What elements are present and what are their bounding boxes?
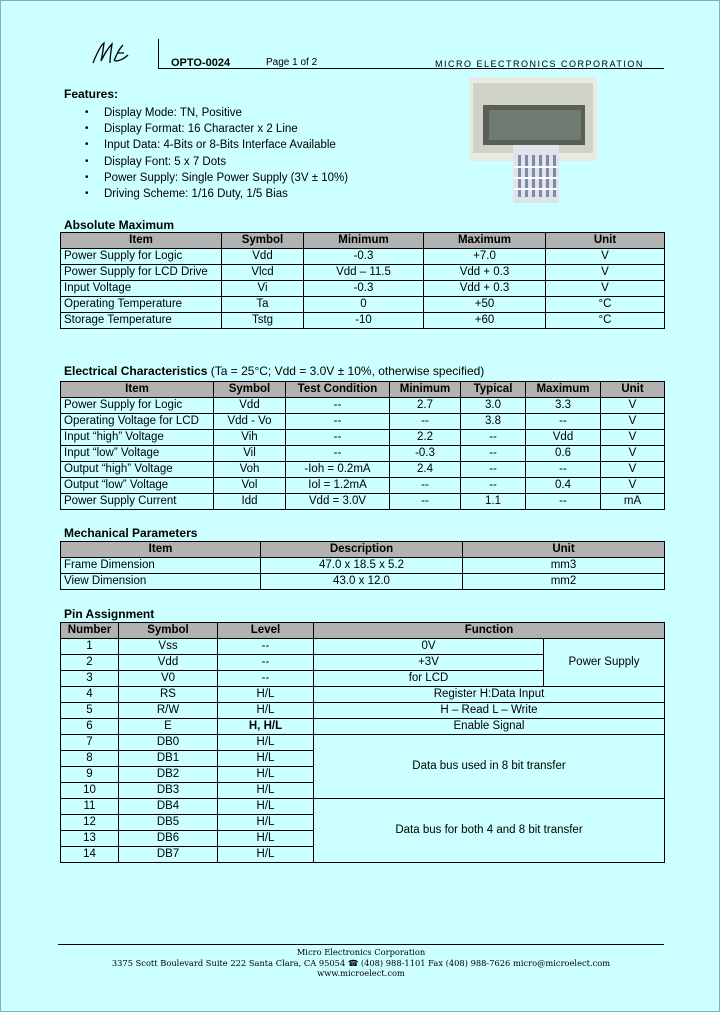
column-header: Unit [546,233,665,249]
table-cell: H, H/L [218,719,314,735]
table-cell: 0.4 [526,478,601,494]
column-header: Function [314,623,665,639]
table-cell: -- [286,414,390,430]
table-cell: -- [526,494,601,510]
table-cell: DB5 [119,815,218,831]
footer-company: Micro Electronics Corporation [296,947,426,957]
table-cell: +7.0 [424,249,546,265]
table-cell: for LCD [314,671,544,687]
feature-item: • Display Font: 5 x 7 Dots [81,154,348,170]
column-header: Level [218,623,314,639]
table-cell: Vdd - Vo [214,414,286,430]
table-cell: Vdd [526,430,601,446]
column-header: Unit [601,382,665,398]
column-header: Typical [461,382,526,398]
table-cell: 12 [61,815,119,831]
table-cell: Vi [222,281,304,297]
features-list [81,105,348,202]
table-cell: Power Supply for LCD Drive [61,265,222,281]
feature-item: • Display Mode: TN, Positive [81,105,348,121]
table-cell: V [546,281,665,297]
table-cell: DB3 [119,783,218,799]
table-cell: -0.3 [304,249,424,265]
table-cell: -- [526,414,601,430]
table-cell: Enable Signal [314,719,665,735]
table-cell: -- [526,462,601,478]
table-row [61,494,665,510]
column-header: Description [261,542,463,558]
lcd-module-image [469,77,597,203]
mechanical-table [60,541,665,590]
column-header: Item [61,233,222,249]
feature-item: • Driving Scheme: 1/16 Duty, 1/5 Bias [81,186,348,202]
table-cell: RS [119,687,218,703]
table-row [61,574,665,590]
table-cell: mm2 [463,574,665,590]
table-cell: 10 [61,783,119,799]
column-header: Item [61,382,214,398]
footer-website: www.microelect.com [317,968,405,978]
table-cell: H/L [218,799,314,815]
table-cell: °C [546,313,665,329]
document-id: OPTO-0024 [171,57,231,69]
column-header: Maximum [526,382,601,398]
column-header: Symbol [119,623,218,639]
company-logo-icon [87,39,133,69]
table-header-row [61,542,665,558]
table-cell: 3.0 [461,398,526,414]
table-cell: Power Supply for Logic [61,398,214,414]
table-cell: 14 [61,847,119,863]
table-cell: 13 [61,831,119,847]
table-cell: -- [218,655,314,671]
column-header: Minimum [304,233,424,249]
table-cell: H/L [218,735,314,751]
column-header: Minimum [390,382,461,398]
table-cell: -- [390,478,461,494]
table-cell: H/L [218,751,314,767]
column-header: Item [61,542,261,558]
table-cell: Operating Voltage for LCD [61,414,214,430]
table-cell: V [601,478,665,494]
table-row [61,735,665,751]
table-row [61,719,665,735]
table-cell: -- [461,430,526,446]
table-cell: mm3 [463,558,665,574]
table-cell: H/L [218,687,314,703]
table-cell: DB0 [119,735,218,751]
table-row [61,687,665,703]
table-cell: -- [286,446,390,462]
table-cell: Vdd + 0.3 [424,265,546,281]
table-cell: 2.7 [390,398,461,414]
data-bus-4-8bit-group-cell: Data bus for both 4 and 8 bit transfer [314,799,665,863]
table-cell: DB1 [119,751,218,767]
pin-assignment-title: Pin Assignment [64,607,155,621]
table-cell: Ta [222,297,304,313]
table-cell: Storage Temperature [61,313,222,329]
table-cell: V [601,462,665,478]
data-bus-8bit-group-cell: Data bus used in 8 bit transfer [314,735,665,799]
feature-item: • Display Format: 16 Character x 2 Line [81,121,348,137]
table-cell: -- [286,430,390,446]
table-header-row [61,623,665,639]
column-header: Maximum [424,233,546,249]
table-cell: -- [390,414,461,430]
table-row [61,703,665,719]
table-cell: 7 [61,735,119,751]
table-cell: -- [390,494,461,510]
footer [58,947,664,979]
electrical-title-text: Electrical Characteristics [64,364,208,378]
table-cell: mA [601,494,665,510]
table-row [61,430,665,446]
table-row [61,297,665,313]
column-header: Test Condition [286,382,390,398]
table-cell: -- [461,446,526,462]
table-cell: Frame Dimension [61,558,261,574]
table-cell: Register H:Data Input [314,687,665,703]
table-cell: 47.0 x 18.5 x 5.2 [261,558,463,574]
table-cell: 6 [61,719,119,735]
table-cell: Vih [214,430,286,446]
table-cell: H – Read L – Write [314,703,665,719]
table-cell: Power Supply Current [61,494,214,510]
table-cell: Input Voltage [61,281,222,297]
table-cell: 2 [61,655,119,671]
table-cell: 3 [61,671,119,687]
pin-assignment-table [60,622,665,863]
table-cell: -10 [304,313,424,329]
column-header: Symbol [214,382,286,398]
table-cell: 2.2 [390,430,461,446]
table-cell: Vdd [214,398,286,414]
table-cell: -0.3 [304,281,424,297]
table-cell: DB6 [119,831,218,847]
table-cell: 43.0 x 12.0 [261,574,463,590]
table-cell: Power Supply for Logic [61,249,222,265]
table-cell: Vlcd [222,265,304,281]
table-row [61,281,665,297]
electrical-condition: (Ta = 25°C; Vdd = 3.0V ± 10%, otherwise specified) [210,364,485,378]
table-cell: 11 [61,799,119,815]
table-cell: Vdd – 11.5 [304,265,424,281]
table-cell: Operating Temperature [61,297,222,313]
table-cell: -- [286,398,390,414]
table-row [61,446,665,462]
table-cell: 4 [61,687,119,703]
table-row [61,462,665,478]
power-supply-group-cell: Power Supply [544,639,665,687]
table-cell: 1 [61,639,119,655]
table-cell: V [601,430,665,446]
table-header-row [61,382,665,398]
table-cell: +3V [314,655,544,671]
absolute-maximum-title: Absolute Maximum [64,218,175,232]
table-row [61,799,665,815]
feature-item: • Power Supply: Single Power Supply (3V ± 10%) [81,170,348,186]
table-cell: DB7 [119,847,218,863]
table-row [61,639,665,655]
footer-address: 3375 Scott Boulevard Suite 222 Santa Clara, CA 95054 ☎ (408) 988-1101 Fax (408) 988-7626 micro@microelect.com [111,957,611,968]
table-cell: Input “low” Voltage [61,446,214,462]
table-cell: Vdd + 0.3 [424,281,546,297]
column-header: Unit [463,542,665,558]
table-cell: V [601,446,665,462]
table-row [61,414,665,430]
table-cell: -Ioh = 0.2mA [286,462,390,478]
table-cell: -- [461,478,526,494]
footer-rule [58,944,664,945]
page-number: Page 1 of 2 [266,57,318,68]
table-cell: Vss [119,639,218,655]
table-row [61,398,665,414]
company-name: MICRO ELECTRONICS CORPORATION [435,59,644,69]
table-header-row [61,233,665,249]
table-cell: 3.3 [526,398,601,414]
table-cell: E [119,719,218,735]
table-cell: +50 [424,297,546,313]
table-cell: Tstg [222,313,304,329]
table-cell: 3.8 [461,414,526,430]
absolute-maximum-table [60,232,665,329]
table-cell: -- [218,671,314,687]
header-divider [158,39,159,69]
table-row [61,558,665,574]
table-cell: 5 [61,703,119,719]
table-cell: Voh [214,462,286,478]
table-cell: V0 [119,671,218,687]
table-cell: V [601,398,665,414]
table-cell: Input “high” Voltage [61,430,214,446]
table-row [61,313,665,329]
table-cell: V [546,249,665,265]
table-cell: 9 [61,767,119,783]
table-cell: Idd [214,494,286,510]
table-cell: H/L [218,831,314,847]
table-cell: Vdd [222,249,304,265]
mechanical-title: Mechanical Parameters [64,526,198,540]
table-row [61,478,665,494]
table-cell: -0.3 [390,446,461,462]
table-cell: DB4 [119,799,218,815]
table-cell: 2.4 [390,462,461,478]
table-cell: V [601,414,665,430]
table-cell: Output “high” Voltage [61,462,214,478]
table-cell: Vdd = 3.0V [286,494,390,510]
table-cell: H/L [218,847,314,863]
column-header: Number [61,623,119,639]
table-cell: +60 [424,313,546,329]
feature-item: • Input Data: 4-Bits or 8-Bits Interface Available [81,137,348,153]
table-cell: 0.6 [526,446,601,462]
table-cell: Iol = 1.2mA [286,478,390,494]
table-cell: °C [546,297,665,313]
table-cell: Output “low” Voltage [61,478,214,494]
table-cell: H/L [218,703,314,719]
table-cell: 1.1 [461,494,526,510]
table-cell: V [546,265,665,281]
table-cell: DB2 [119,767,218,783]
electrical-table [60,381,665,510]
table-cell: 0V [314,639,544,655]
table-row [61,249,665,265]
table-cell: Vol [214,478,286,494]
table-row [61,265,665,281]
electrical-title [64,364,484,378]
table-cell: View Dimension [61,574,261,590]
table-cell: H/L [218,767,314,783]
column-header: Symbol [222,233,304,249]
table-cell: 8 [61,751,119,767]
table-cell: 0 [304,297,424,313]
table-cell: Vdd [119,655,218,671]
features-title: Features: [64,87,119,101]
table-cell: R/W [119,703,218,719]
table-cell: H/L [218,815,314,831]
table-cell: -- [218,639,314,655]
table-cell: -- [461,462,526,478]
table-cell: Vil [214,446,286,462]
table-cell: H/L [218,783,314,799]
